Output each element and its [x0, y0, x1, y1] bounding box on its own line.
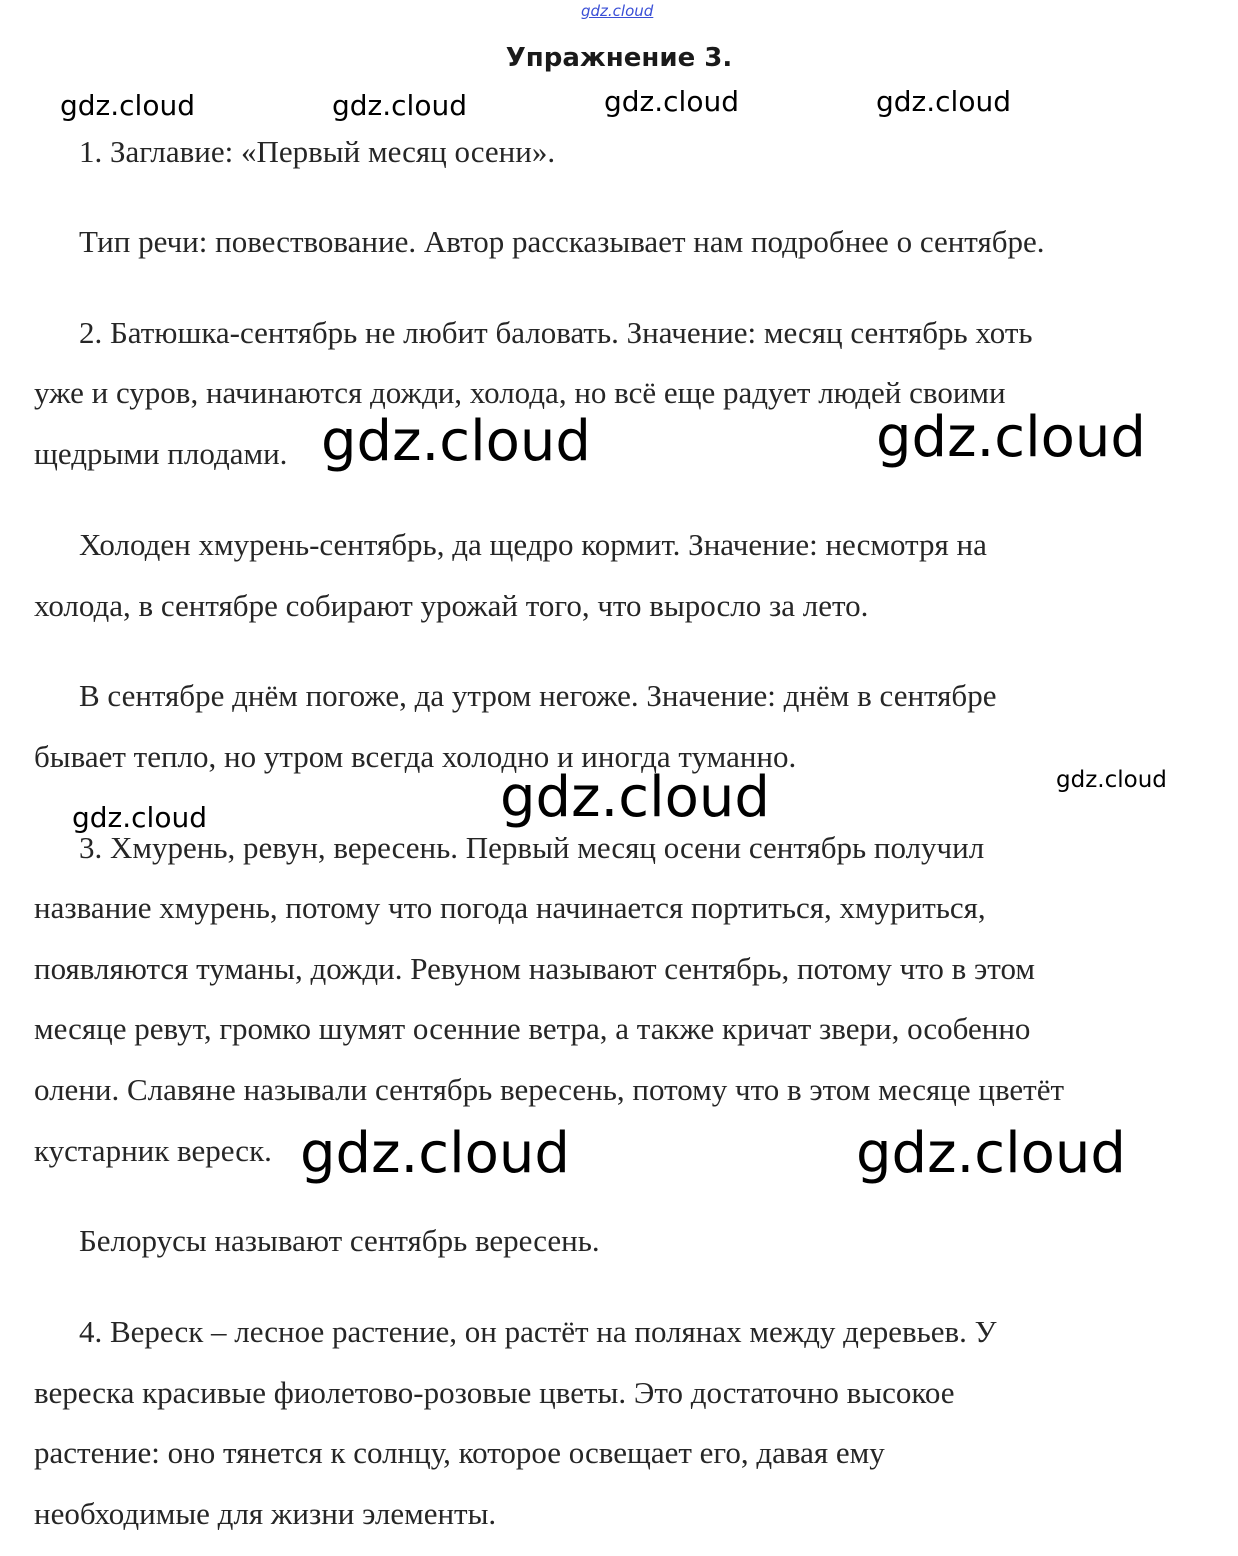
paragraph-line: олени. Славяне называли сентябрь вересень, потому что в этом месяце цветёт — [34, 1072, 1065, 1107]
paragraph-line: В сентябре днём погоже, да утром негоже. Значение: днём в сентябре — [79, 678, 997, 713]
paragraph-line: месяце ревут, громко шумят осенние ветра, а также кричат звери, особенно — [34, 1011, 1031, 1046]
watermark: gdz.cloud — [321, 409, 591, 474]
paragraph-line: Белорусы называют сентябрь вересень. — [79, 1223, 600, 1258]
paragraph-line: растение: оно тянется к солнцу, которое освещает его, давая ему — [34, 1435, 885, 1470]
page-title: Упражнение 3. — [505, 43, 733, 73]
paragraph-line: бывает тепло, но утром всегда холодно и иногда туманно. — [34, 739, 797, 774]
watermark: gdz.cloud — [1056, 767, 1167, 793]
paragraph-line: холода, в сентябре собирают урожай того, что выросло за лето. — [34, 588, 869, 623]
paragraph-line: 3. Хмурень, ревун, вересень. Первый месяц осени сентябрь получил — [79, 830, 985, 865]
watermark: gdz.cloud — [604, 85, 739, 118]
watermark: gdz.cloud — [60, 89, 195, 122]
paragraph-line: появляются туманы, дожди. Ревуном называют сентябрь, потому что в этом — [34, 951, 1035, 986]
watermark: gdz.cloud — [300, 1121, 570, 1186]
watermark: gdz.cloud — [876, 85, 1011, 118]
paragraph-line: 4. Вереск – лесное растение, он растёт на полянах между деревьев. У — [79, 1314, 997, 1349]
watermark: gdz.cloud — [500, 765, 770, 830]
paragraph-line: Тип речи: повествование. Автор рассказывает нам подробнее о сентябре. — [79, 224, 1045, 259]
watermark: gdz.cloud — [72, 801, 207, 834]
paragraph-line: кустарник вереск. — [34, 1133, 272, 1168]
watermark: gdz.cloud — [856, 1121, 1126, 1186]
paragraph-line: уже и суров, начинаются дожди, холода, но всё еще радует людей своими — [34, 375, 1006, 410]
paragraph-line: щедрыми плодами. — [34, 436, 288, 471]
watermark: gdz.cloud — [332, 89, 467, 122]
watermark: gdz.cloud — [876, 405, 1146, 470]
paragraph-line: вереска красивые фиолетово-розовые цветы. Это достаточно высокое — [34, 1375, 955, 1410]
paragraph-line: 2. Батюшка-сентябрь не любит баловать. Значение: месяц сентябрь хоть — [79, 315, 1033, 350]
paragraph-line: Холоден хмурень-сентябрь, да щедро кормит. Значение: несмотря на — [79, 527, 987, 562]
paragraph-line: название хмурень, потому что погода начинается портиться, хмуриться, — [34, 890, 986, 925]
source-link[interactable]: gdz.cloud — [581, 2, 654, 20]
paragraph-line: 1. Заглавие: «Первый месяц осени». — [79, 134, 556, 169]
paragraph-line: необходимые для жизни элементы. — [34, 1496, 497, 1531]
